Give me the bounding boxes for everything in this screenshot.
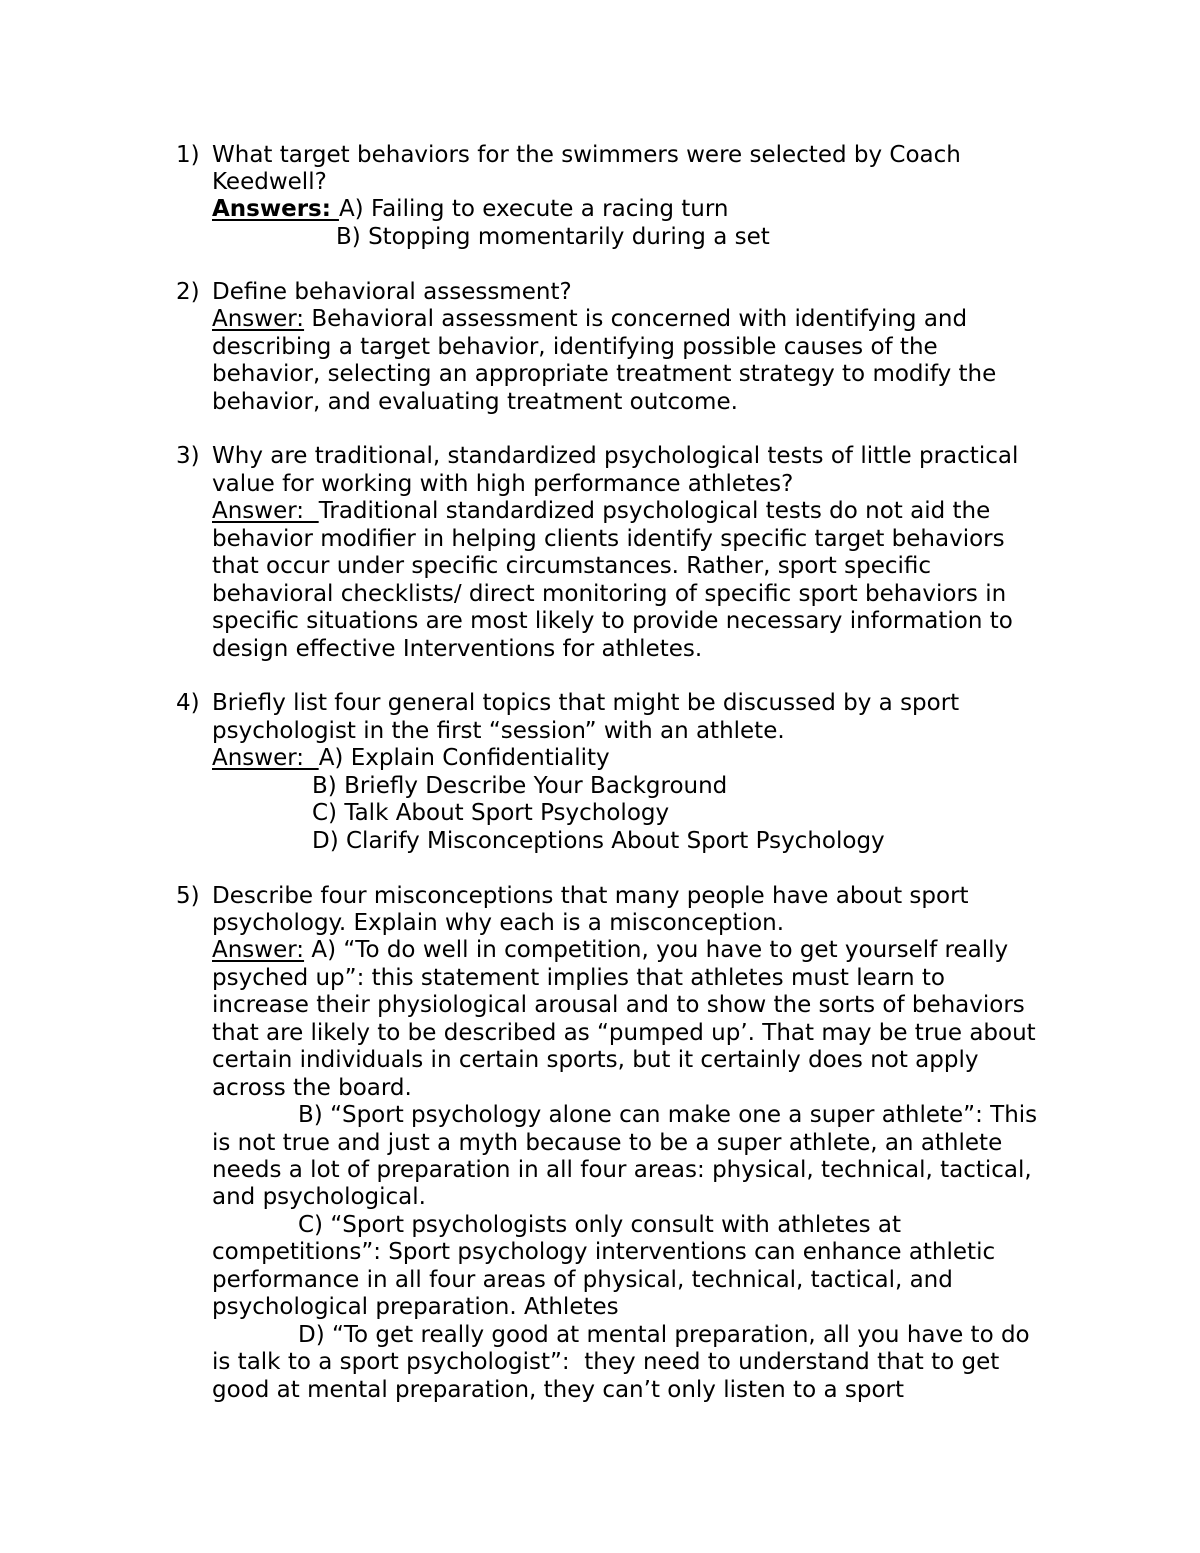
answer-text: and psychological. xyxy=(212,1184,426,1210)
answer-label: Answer: xyxy=(212,745,319,771)
answer-line xyxy=(212,498,990,525)
answer-text: performance in all four areas of physical, technical, tactical, and xyxy=(212,1267,953,1293)
question-text: Describe four misconceptions that many people have about sport xyxy=(212,883,969,909)
question-text: psychology. Explain why each is a misconception. xyxy=(212,910,785,936)
answer-text: behavioral checklists/ direct monitoring of specific sport behaviors in xyxy=(212,581,1007,607)
answer-text: design effective Interventions for athletes. xyxy=(212,636,703,662)
answer-label: Answer: xyxy=(212,498,319,524)
question-number: 1) xyxy=(176,142,200,168)
answer-text: C) Talk About Sport Psychology xyxy=(312,800,670,826)
answer-text: behavior, and evaluating treatment outcome. xyxy=(212,389,738,415)
question-text: psychologist in the first “session” with an athlete. xyxy=(212,718,785,744)
answer-text: Behavioral assessment is concerned with identifying and xyxy=(304,306,968,332)
answer-label: Answers: xyxy=(212,196,339,222)
answer-label: Answer: xyxy=(212,306,305,332)
answer-text: A) “To do well in competition, you have to get yourself really xyxy=(304,937,1009,963)
answer-line xyxy=(212,196,728,223)
question-text: Why are traditional, standardized psychological tests of little practical xyxy=(212,443,1019,469)
answer-text: behavior modifier in helping clients identify specific target behaviors xyxy=(212,526,1005,552)
answer-text: describing a target behavior, identifying possible causes of the xyxy=(212,334,938,360)
answer-text: is talk to a sport psychologist”: they need to understand that to get xyxy=(212,1349,1000,1375)
question-text: Define behavioral assessment? xyxy=(212,279,572,305)
answer-text: C) “Sport psychologists only consult with athletes at xyxy=(298,1212,901,1238)
answer-text: B) “Sport psychology alone can make one a super athlete”: This xyxy=(298,1102,1038,1128)
question-number: 5) xyxy=(176,883,200,909)
answer-line xyxy=(212,745,610,772)
answer-text: certain individuals in certain sports, but it certainly does not apply xyxy=(212,1047,979,1073)
answer-text: competitions”: Sport psychology interventions can enhance athletic xyxy=(212,1239,996,1265)
answer-text: that are likely to be described as “pumped up’. That may be true about xyxy=(212,1020,1036,1046)
answer-text: A) Failing to execute a racing turn xyxy=(338,196,729,222)
answer-line xyxy=(212,306,967,333)
question-text: Keedwell? xyxy=(212,169,327,195)
answer-label: Answer: xyxy=(212,937,305,963)
answer-text: Traditional standardized psychological tests do not aid the xyxy=(318,498,991,524)
answer-text: good at mental preparation, they can’t only listen to a sport xyxy=(212,1377,904,1403)
question-number: 4) xyxy=(176,690,200,716)
answer-text: specific situations are most likely to provide necessary information to xyxy=(212,608,1013,634)
answer-text: A) Explain Confidentiality xyxy=(318,745,610,771)
question-number: 3) xyxy=(176,443,200,469)
question-text: Briefly list four general topics that might be discussed by a sport xyxy=(212,690,960,716)
answer-text: B) Briefly Describe Your Background xyxy=(312,773,728,799)
answer-text: increase their physiological arousal and to show the sorts of behaviors xyxy=(212,992,1025,1018)
answer-text: D) “To get really good at mental preparation, all you have to do xyxy=(298,1322,1030,1348)
question-text: What target behaviors for the swimmers were selected by Coach xyxy=(212,142,961,168)
answer-text: is not true and just a myth because to be a super athlete, an athlete xyxy=(212,1130,1003,1156)
question-number: 2) xyxy=(176,279,200,305)
answer-text: behavior, selecting an appropriate treatment strategy to modify the xyxy=(212,361,997,387)
question-text: value for working with high performance athletes? xyxy=(212,471,794,497)
answer-line xyxy=(212,937,1008,964)
answer-text: psychological preparation. Athletes xyxy=(212,1294,619,1320)
answer-text: psyched up”: this statement implies that athletes must learn to xyxy=(212,965,945,991)
answer-text: B) Stopping momentarily during a set xyxy=(336,224,770,250)
answer-text: that occur under specific circumstances. Rather, sport specific xyxy=(212,553,932,579)
answer-text: needs a lot of preparation in all four areas: physical, technical, tactical, xyxy=(212,1157,1032,1183)
answer-text: across the board. xyxy=(212,1075,412,1101)
answer-text: D) Clarify Misconceptions About Sport Psychology xyxy=(312,828,885,854)
